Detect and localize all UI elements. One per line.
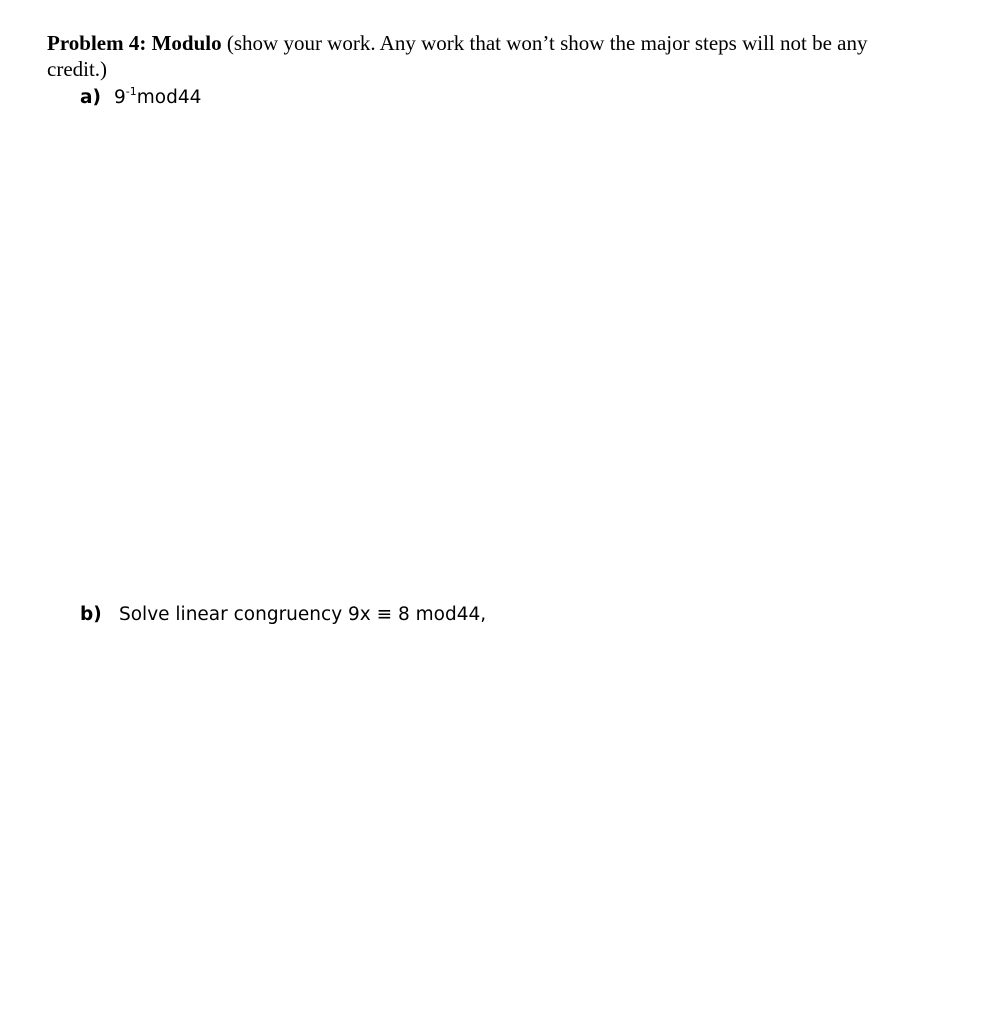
part-b-label: b) — [80, 604, 102, 625]
part-a-expression — [114, 87, 201, 108]
part-a-base: 9 — [114, 87, 126, 108]
part-a-label: a) — [80, 87, 101, 108]
part-a — [80, 87, 201, 109]
part-a-modulus: mod44 — [136, 87, 202, 108]
problem-instructions: (show your work. Any work that won’t show the major steps will not be any credit.) — [47, 31, 868, 81]
part-b-text: Solve linear congruency 9x ≡ 8 mod44, — [119, 604, 487, 625]
part-a-exponent: -1 — [125, 85, 137, 98]
part-b — [80, 604, 486, 626]
problem-header — [47, 30, 907, 82]
problem-title: Problem 4: Modulo — [47, 31, 222, 55]
